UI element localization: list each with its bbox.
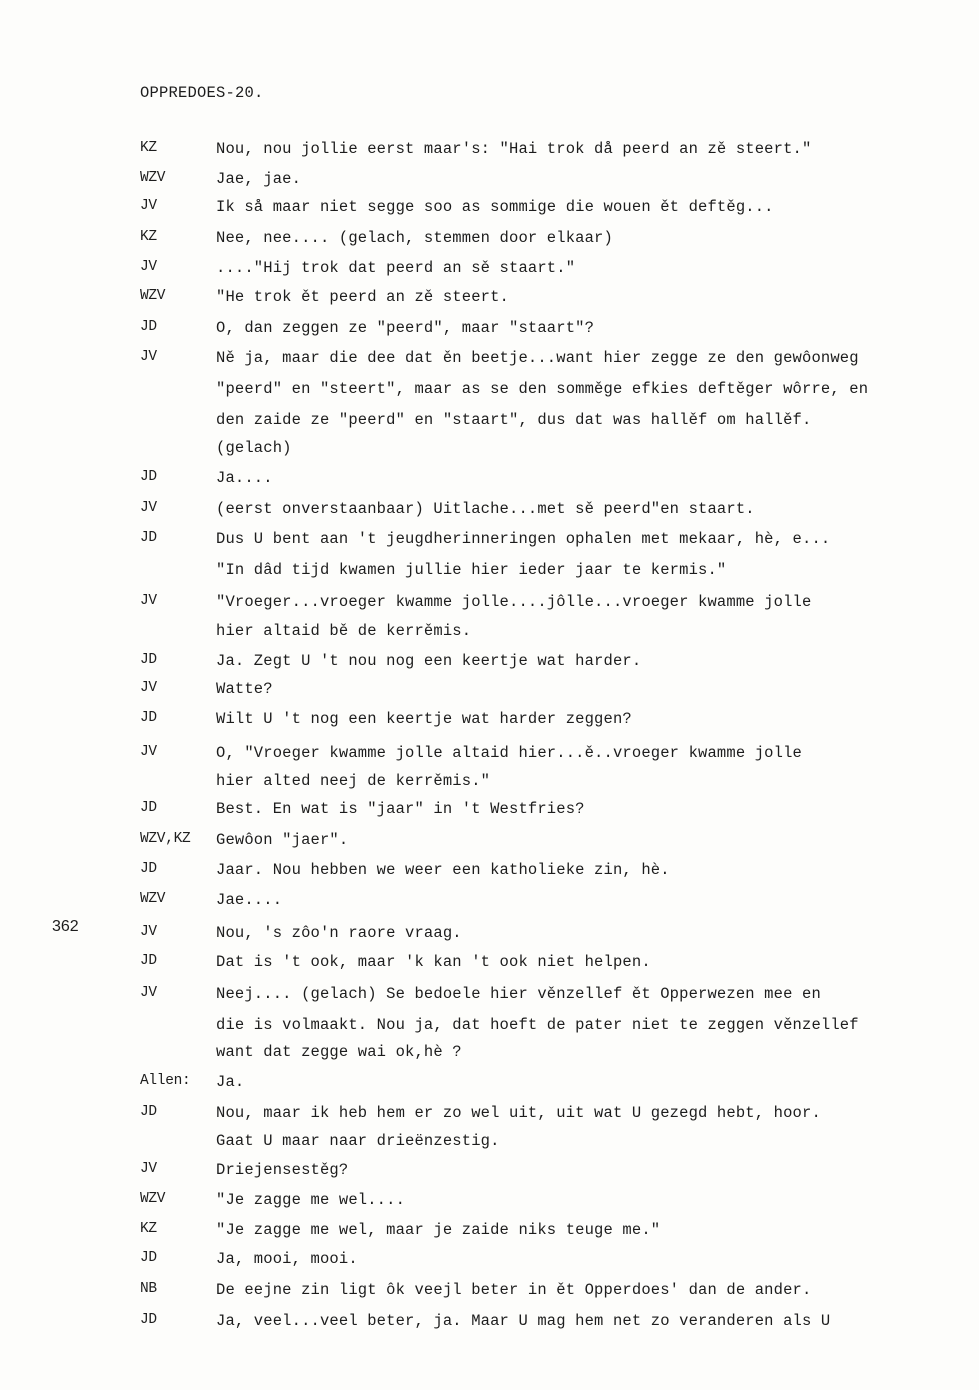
transcript-line [0,652,979,674]
speaker-label: JD [140,652,157,668]
transcript-line [0,1132,979,1154]
utterance-text: die is volmaakt. Nou ja, dat hoeft de pater niet te zeggen věnzellef [216,1016,859,1034]
transcript-line [0,1250,979,1272]
utterance-text: want dat zegge wai ok,hè ? [216,1043,462,1061]
speaker-label: JV [140,744,157,760]
speaker-label: JV [140,198,157,214]
speaker-label: JD [140,1250,157,1266]
speaker-label: JD [140,861,157,877]
utterance-text: "Je zagge me wel.... [216,1191,406,1209]
utterance-text: "peerd" en "steert", maar as se den somměge efkies deftěger wôrre, en [216,380,869,398]
transcript-line [0,1043,979,1065]
speaker-label: WZV [140,891,166,907]
utterance-text: Gaat U maar naar drieënzestig. [216,1132,500,1150]
utterance-text: Wilt U 't nog een keertje wat harder zeggen? [216,710,632,728]
transcript-line [0,1073,979,1095]
utterance-text: (eerst onverstaanbaar) Uitlache...met sě peerd"en staart. [216,500,755,518]
utterance-text: "He trok ět peerd an zě steert. [216,288,509,306]
transcript-line [0,319,979,341]
utterance-text: O, "Vroeger kwamme jolle altaid hier...ě..vroeger kwamme jolle [216,744,802,762]
utterance-text: De eejne zin ligt ôk veejl beter in ět Opperdoes' dan de ander. [216,1281,812,1299]
utterance-text: Best. En wat is "jaar" in 't Westfries? [216,800,585,818]
utterance-text: Gewôon "jaer". [216,831,349,849]
utterance-text: Ik så maar niet segge soo as sommige die wouen ět deftěg... [216,198,774,216]
transcript-line [0,710,979,732]
transcript-line [0,593,979,615]
utterance-text: ...."Hij trok dat peerd an sě staart." [216,259,576,277]
utterance-text: Nou, maar ik heb hem er zo wel uit, uit wat U gezegd hebt, hoor. [216,1104,821,1122]
transcript-line [0,411,979,433]
transcript-line [0,288,979,310]
transcript-line [0,924,979,946]
utterance-text: Dat is 't ook, maar 'k kan 't ook niet helpen. [216,953,651,971]
speaker-label: JV [140,985,157,1001]
transcript-line [0,772,979,794]
transcript-line [0,439,979,461]
utterance-text: Ja. Zegt U 't nou nog een keertje wat harder. [216,652,642,670]
transcript-line [0,744,979,766]
utterance-text: Jae, jae. [216,170,302,188]
transcript-line [0,229,979,251]
speaker-label: JD [140,710,157,726]
utterance-text: hier alted neej de kerrěmis." [216,772,491,790]
speaker-label: WZV [140,170,166,186]
transcript-line [0,500,979,522]
transcript-line [0,680,979,702]
transcript-line [0,530,979,552]
speaker-label: KZ [140,1221,157,1237]
speaker-label: JD [140,800,157,816]
speaker-label: JD [140,469,157,485]
speaker-label: JV [140,349,157,365]
transcript-line [0,170,979,192]
speaker-label: NB [140,1281,157,1297]
transcript-line [0,198,979,220]
utterance-text: O, dan zeggen ze "peerd", maar "staart"? [216,319,595,337]
transcript-line [0,861,979,883]
margin-number: 362 [52,918,79,935]
utterance-text: Nee, nee.... (gelach, stemmen door elkaar) [216,229,613,247]
transcript-line [0,800,979,822]
transcript-line [0,140,979,162]
utterance-text: den zaide ze "peerd" en "staart", dus dat was hallěf om hallěf. [216,411,812,429]
utterance-text: hier altaid bě de kerrěmis. [216,622,472,640]
transcript-line [0,1221,979,1243]
transcript-line [0,469,979,491]
utterance-text: Ja, veel...veel beter, ja. Maar U mag hem net zo veranderen als U [216,1312,831,1330]
transcript-line [0,1104,979,1126]
transcript-line [0,831,979,853]
speaker-label: JD [140,1104,157,1120]
utterance-text: Ja, mooi, mooi. [216,1250,358,1268]
speaker-label: WZV [140,1191,166,1207]
speaker-label: Allen: [140,1073,191,1089]
speaker-label: JV [140,259,157,275]
transcript-line [0,1016,979,1038]
transcript-line [0,380,979,402]
speaker-label: WZV [140,288,166,304]
speaker-label: JV [140,500,157,516]
utterance-text: Ja. [216,1073,245,1091]
transcript-line [0,1161,979,1183]
speaker-label: JV [140,593,157,609]
utterance-text: Driejensestěg? [216,1161,349,1179]
transcript-line [0,622,979,644]
speaker-label: JV [140,680,157,696]
transcript-line [0,1281,979,1303]
transcript-line [0,1191,979,1213]
transcript-line [0,953,979,975]
utterance-text: Dus U bent aan 't jeugdherinneringen ophalen met mekaar, hè, e... [216,530,831,548]
utterance-text: (gelach) [216,439,292,457]
utterance-text: Jae.... [216,891,283,909]
speaker-label: JD [140,953,157,969]
speaker-label: JV [140,1161,157,1177]
speaker-label: KZ [140,229,157,245]
utterance-text: "In dâd tijd kwamen jullie hier ieder jaar te kermis." [216,561,727,579]
utterance-text: Neej.... (gelach) Se bedoele hier věnzellef ět Opperwezen mee en [216,985,821,1003]
utterance-text: Nou, 's zôo'n raore vraag. [216,924,462,942]
speaker-label: KZ [140,140,157,156]
transcript-line [0,1312,979,1334]
transcript-line [0,349,979,371]
utterance-text: "Vroeger...vroeger kwamme jolle....jôlle...vroeger kwamme jolle [216,593,812,611]
utterance-text: Nou, nou jollie eerst maar's: "Hai trok då peerd an zě steert." [216,140,812,158]
transcript-line [0,985,979,1007]
transcript-line [0,259,979,281]
utterance-text: Ja.... [216,469,273,487]
transcript-line [0,891,979,913]
speaker-label: JD [140,530,157,546]
transcript-line [0,561,979,583]
page-header: OPPREDOES-20. [140,84,264,102]
utterance-text: Watte? [216,680,273,698]
speaker-label: JV [140,924,157,940]
speaker-label: JD [140,319,157,335]
utterance-text: Jaar. Nou hebben we weer een katholieke zin, hè. [216,861,670,879]
utterance-text: Ně ja, maar die dee dat ěn beetje...want hier zegge ze den gewôonweg [216,349,859,367]
speaker-label: JD [140,1312,157,1328]
utterance-text: "Je zagge me wel, maar je zaide niks teuge me." [216,1221,661,1239]
speaker-label: WZV,KZ [140,831,191,847]
